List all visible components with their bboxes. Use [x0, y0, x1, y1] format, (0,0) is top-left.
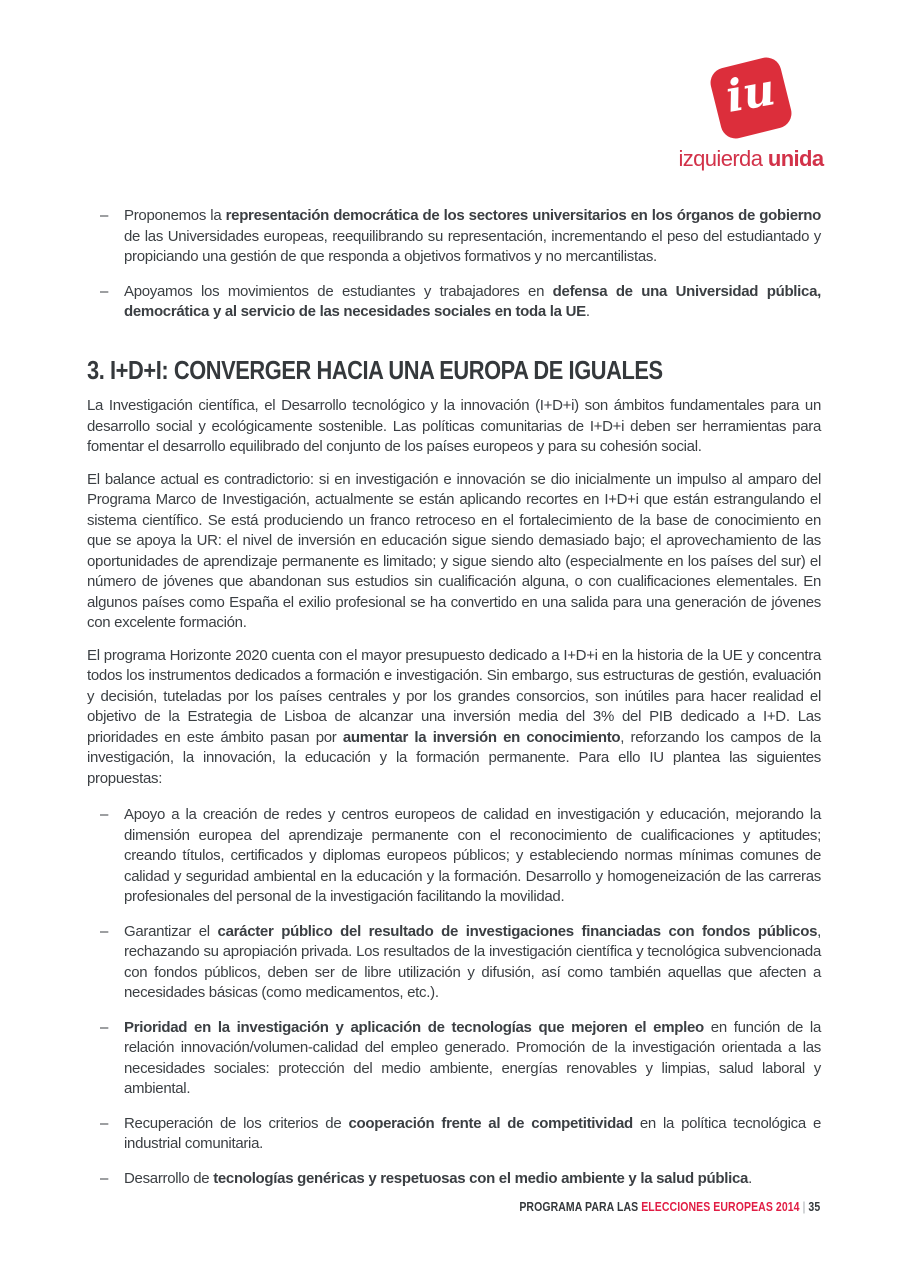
bullet-dash: –: [100, 1018, 109, 1036]
list-item-text: Apoyamos los movimientos de estudiantes y trabajadores en defensa de una Universidad pública, democrática y al servicio de las necesidades sociales en toda la UE.: [124, 282, 821, 320]
list-item-text: Apoyo a la creación de redes y centros europeos de calidad en investigación y educación, mejorando la dimensión europea del aprendizaje permanente con el reconocimiento de cualificaciones y aptitudes; creando títulos, certificados y diplomas europeos públicos; y estableciendo normas mínimas comunes de calidad y seguridad ambiental en la educación y la formación. Desarrollo y homogeneización de las carreras profesionales del personal de la investigación facilitando la movilidad.: [124, 806, 821, 905]
section-heading: 3. I+D+I: CONVERGER HACIA UNA EUROPA DE IGUALES: [87, 354, 663, 385]
list-item: [87, 1018, 821, 1100]
list-item-text: Desarrollo de tecnologías genéricas y respetuosas con el medio ambiente y la salud pública.: [124, 1169, 752, 1187]
list-item: [87, 805, 821, 908]
list-item: [87, 282, 821, 323]
bullet-dash: –: [100, 282, 109, 300]
bullet-dash: –: [100, 806, 109, 823]
list-item-text: Proponemos la representación democrática de los sectores universitarios en los órganos de gobierno de las Universidades europeas, reequilibrando su representación, incrementando el peso del estudiantado y propiciando una gestión de que responda a objetivos formativos y no mercantilistas.: [124, 207, 821, 265]
iu-logo-wordmark: [676, 146, 826, 172]
paragraph: El programa Horizonte 2020 cuenta con el mayor presupuesto dedicado a I+D+i en la historia de la UE y concentra todos los instrumentos dedicados a formación e investigación. Sin embargo, sus estructuras de gestión, evaluación y decisión, tuteladas por los países centrales y por los grandes consorcios, son inútiles para hacer realidad el objetivo de la Estrategia de Lisboa de alcanzar una inversión media del 3% del PIB dedicado a I+D. Las prioridades en este ámbito pasan por aumentar la inversión en conocimiento, reforzando los campos de la investigación, la innovación, la educación y la formación permanente. Para ello IU plantea las siguientes propuestas:: [87, 646, 821, 787]
wordmark-unida: unida: [767, 146, 824, 171]
main-content: [87, 206, 821, 1203]
top-bullet-list: [87, 206, 821, 323]
footer-page-number: 35: [808, 1200, 820, 1214]
list-item: [87, 1114, 821, 1155]
page-footer: [519, 1200, 820, 1214]
list-item: [87, 1169, 821, 1190]
proposal-bullet-list: [87, 805, 821, 1189]
list-item-text: Recuperación de los criterios de cooperación frente al de competitividad en la política tecnológica e industrial comunitaria.: [124, 1114, 821, 1152]
bullet-dash: –: [100, 207, 109, 224]
list-item: [87, 922, 821, 1004]
footer-divider: |: [799, 1200, 809, 1214]
bullet-dash: –: [100, 922, 109, 940]
iu-logo-mark-text: iu: [721, 64, 779, 123]
wordmark-izquierda: izquierda: [678, 146, 768, 171]
list-item-text: Garantizar el carácter público del resultado de investigaciones financiadas con fondos públicos, rechazando su apropiación privada. Los resultados de la investigación científica y tecnológica subvencionada con fondos públicos, deben ser de libre utilización y difusión, así como también aquellas que afecten a necesidades básicas (como medicamentos, etc.).: [124, 922, 821, 1001]
list-item: [87, 206, 821, 268]
list-item-text: Prioridad en la investigación y aplicación de tecnologías que mejoren el empleo en función de la relación innovación/volumen-calidad del empleo generado. Promoción de la investigación orientada a las necesidades sociales: protección del medio ambiente, energías renovables y limpias, salud laboral y ambiental.: [124, 1018, 822, 1097]
footer-program-label: PROGRAMA PARA LAS: [519, 1200, 641, 1214]
paragraph: El balance actual es contradictorio: si en investigación e innovación se dio inicialmente un impulso al amparo del Programa Marco de Investigación, actualmente se están aplicando recortes en I+D+i que están estrangulando el sistema científico. Se está produciendo un franco retroceso en el fortalecimiento de la base de conocimiento en que se apoya la UR: el nivel de inversión en educación sigue siendo demasiado bajo; el aprovechamiento de las oportunidades de aprendizaje permanente es limitado; y sigue siendo alto (especialmente en los países del sur) el número de jóvenes que abandonan sus estudios sin cualificación alguna, o con cualificaciones elementales. En algunos países como España el exilio profesional se ha convertido en una salida para una generación de jóvenes con excelente formación.: [87, 470, 821, 631]
paragraph: La Investigación científica, el Desarrollo tecnológico y la innovación (I+D+i) son ámbitos fundamentales para un desarrollo social y ecológicamente sostenible. Las políticas comunitarias de I+D+i deben ser herramientas para fomentar el desarrollo equilibrado del conjunto de los países europeos y para su cohesión social.: [87, 397, 821, 455]
iu-logo-mark-icon: [707, 54, 794, 141]
bullet-dash: –: [100, 1169, 109, 1187]
bullet-dash: –: [100, 1114, 109, 1132]
footer-elections-label: ELECCIONES EUROPEAS 2014: [640, 1200, 800, 1214]
iu-logo: [676, 58, 826, 172]
